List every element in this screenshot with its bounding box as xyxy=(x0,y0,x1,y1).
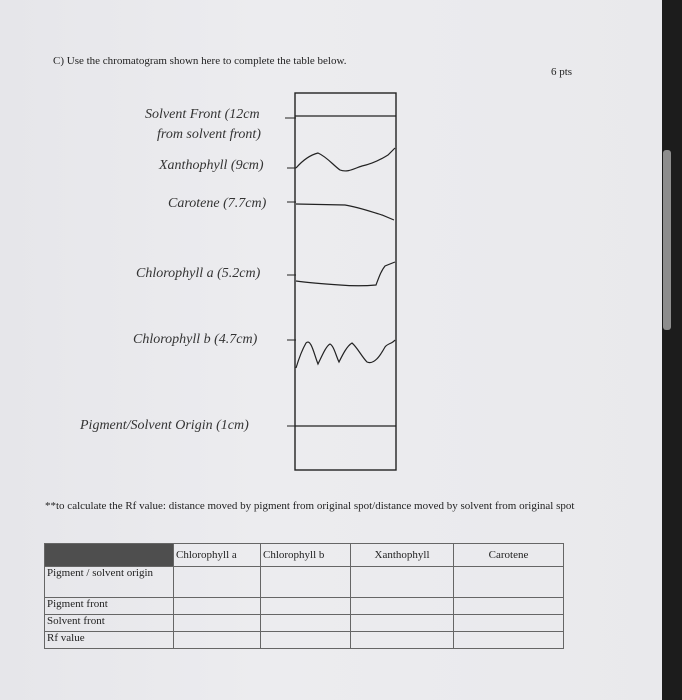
cell-origin-carotene[interactable] xyxy=(454,567,564,598)
cell-rf-chlorophyll-b[interactable] xyxy=(261,632,351,649)
points-label: 6 pts xyxy=(551,66,573,78)
label-chlorophyll-b: Chlorophyll b (4.7cm) xyxy=(133,332,258,347)
label-chlorophyll-a: Chlorophyll a (5.2cm) xyxy=(136,266,261,281)
label-origin: Pigment/Solvent Origin (1cm) xyxy=(80,418,249,433)
xanthophyll-band xyxy=(296,148,395,171)
row-label-rf-value: Rf value xyxy=(45,632,174,649)
cell-solvent-carotene[interactable] xyxy=(454,615,564,632)
header-carotene: Carotene xyxy=(454,544,564,567)
cell-solvent-chlorophyll-b[interactable] xyxy=(261,615,351,632)
table-row xyxy=(45,615,564,632)
cell-pigment-chlorophyll-b[interactable] xyxy=(261,598,351,615)
label-solvent-front-line1: Solvent Front (12cm xyxy=(145,107,260,122)
cell-rf-chlorophyll-a[interactable] xyxy=(174,632,261,649)
cell-solvent-xanthophyll[interactable] xyxy=(351,615,454,632)
header-blank xyxy=(45,544,174,567)
window-edge xyxy=(662,0,682,700)
header-xanthophyll: Xanthophyll xyxy=(351,544,454,567)
cell-origin-xanthophyll[interactable] xyxy=(351,567,454,598)
table-row xyxy=(45,567,564,598)
row-label-origin: Pigment / solvent origin xyxy=(45,567,174,598)
cell-pigment-carotene[interactable] xyxy=(454,598,564,615)
table-row xyxy=(45,632,564,649)
cell-origin-chlorophyll-b[interactable] xyxy=(261,567,351,598)
table-header-row xyxy=(45,544,564,567)
question-text: C) Use the chromatogram shown here to complete the table below. xyxy=(53,55,347,67)
chlorophyll-a-band xyxy=(296,262,395,286)
scrollbar-thumb[interactable] xyxy=(663,150,671,330)
label-carotene: Carotene (7.7cm) xyxy=(168,196,267,211)
rf-instructions: **to calculate the Rf value: distance moved by pigment from original spot/distance moved by solvent from original spot xyxy=(45,500,575,512)
table-row xyxy=(45,598,564,615)
row-label-pigment-front: Pigment front xyxy=(45,598,174,615)
cell-rf-xanthophyll[interactable] xyxy=(351,632,454,649)
carotene-band xyxy=(296,204,394,220)
header-chlorophyll-b: Chlorophyll b xyxy=(261,544,351,567)
row-label-solvent-front: Solvent front xyxy=(45,615,174,632)
cell-origin-chlorophyll-a[interactable] xyxy=(174,567,261,598)
cell-solvent-chlorophyll-a[interactable] xyxy=(174,615,261,632)
header-chlorophyll-a: Chlorophyll a xyxy=(174,544,261,567)
rf-table xyxy=(44,543,564,649)
label-xanthophyll: Xanthophyll (9cm) xyxy=(159,158,264,173)
chlorophyll-b-band xyxy=(296,340,395,368)
cell-pigment-chlorophyll-a[interactable] xyxy=(174,598,261,615)
cell-pigment-xanthophyll[interactable] xyxy=(351,598,454,615)
label-solvent-front-line2: from solvent front) xyxy=(157,127,261,142)
paper-strip xyxy=(295,93,396,470)
cell-rf-carotene[interactable] xyxy=(454,632,564,649)
